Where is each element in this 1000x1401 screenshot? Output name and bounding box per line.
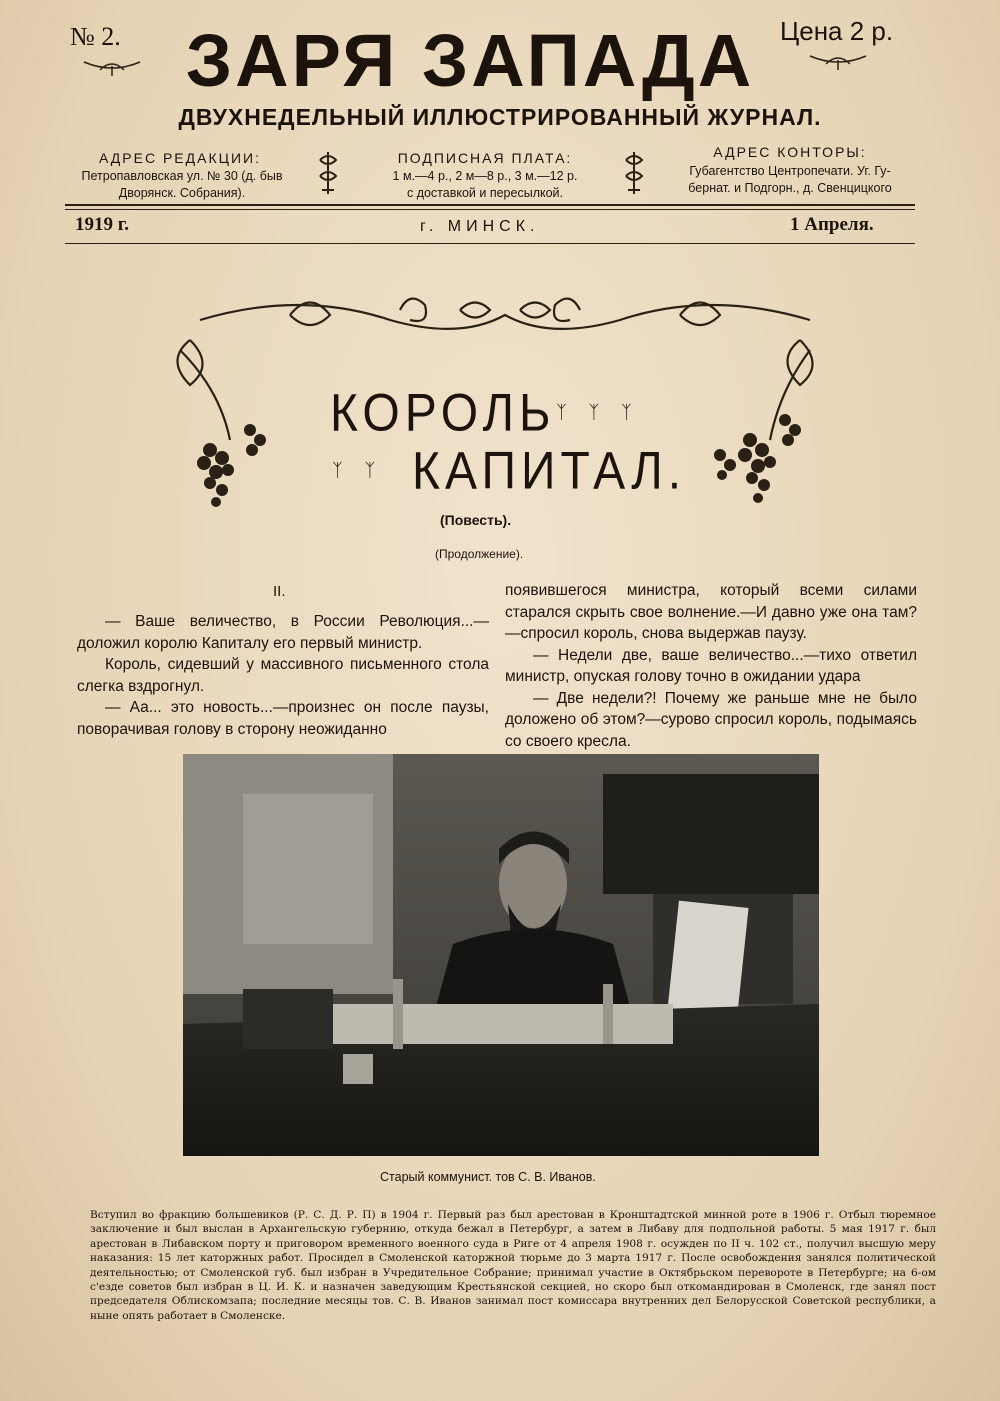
story-paragraph: — Аа... это новость...—произнес он после паузы, поворачивая голову в сторону неожиданно — [77, 699, 489, 738]
biography-text: Вступил во фракцию большевиков (Р. С. Д. Р. П) в 1904 г. Первый раз был арестован в Кронштадтской минной роте в 1906 г. Отбыл тюремное заключение и был выслан в Архангельскую губернию, откуда бежал в Петербург, а затем в Либаву для подпольной работы. 5 мая 1917 г. был арестован в Либавском порту и приговором временного военного суда в Риге от 4 апреля 1908 г. осужден по II ч. 102 ст., получил высшую меру наказания: 15 лет каторжных работ. Просидел в Смоленской каторжной тюрьме до 3 марта 1917 г. После освобождения занялся политической деятельностью; от Смоленской губ. был избран в Учредительное Собрание; принимал участие в Октябрьском перевороте в Петербурге; на 6-ом с'езде советов был избран в Ц. И. К. и назначен заведующим Крестьянской секцией, но скоро был откомандирован в Смоленск, где занял пост председателя Облискомзапа; последние месяцы тов. С. В. Иванов занимал пост комиссара внутренних дел Белорусской Советской республики, а ныне опять работает в Смоленске. — [90, 1209, 936, 1322]
city: г. МИНСК. — [420, 218, 540, 235]
story-paragraph: — Недели две, ваше величество...—тихо ответил министр, опуская голову точно в ожидании удара — [505, 646, 917, 685]
story-paragraph: появившегося министра, который всеми силами старался скрыть свое волнение.—И давно уже она там?—спросил король, снова выдержав паузу. — [505, 582, 917, 642]
chapter-number: II. — [273, 583, 286, 600]
story-continuation: (Продолжение). — [435, 547, 524, 561]
story-paragraph: Король, сидевший у массивного письменного стола слегка вздрогнул. — [77, 656, 489, 695]
subscription-prices: 1 м.—4 р., 2 м—8 р., 3 м.—12 р. с доставкой и пересылкой. — [392, 169, 578, 200]
issue-number: № 2. — [70, 22, 121, 51]
story-title-line2: КАПИТАЛ. — [412, 442, 687, 501]
flourish-left-icon — [82, 56, 142, 78]
office-address: Губагентство Центропечати. Уг. Гу- бернат. и Подгорн., д. Свенцицкого — [688, 164, 892, 195]
ornament-icon — [622, 150, 646, 196]
journal-title: ЗАРЯ ЗАПАДА — [185, 19, 755, 102]
portrait-photo-image — [183, 754, 819, 1156]
story-title-line1: КОРОЛЬ — [330, 384, 556, 443]
editorial-address: Петропавловская ул. № 30 (д. быв Дворянск. Собрания). — [81, 169, 283, 200]
journal-subtitle: ДВУХНЕДЕЛЬНЫЙ ИЛЛЮСТРИРОВАННЫЙ ЖУРНАЛ. — [178, 104, 822, 130]
story-paragraph: — Две недели?! Почему же раньше мне не было доложено об этом?—сурово спросил король, подымаясь со своего кресла. — [505, 689, 917, 750]
dateline-rule — [65, 243, 915, 244]
header-rule — [65, 204, 915, 206]
portrait-photo — [183, 754, 819, 1156]
subscription-heading: ПОДПИСНАЯ ПЛАТА: — [397, 150, 573, 166]
header-rule — [65, 209, 915, 210]
title-ornament-icon: ᛉ ᛉ — [332, 460, 384, 481]
year: 1919 г. — [75, 214, 129, 235]
story-genre: (Повесть). — [440, 512, 512, 528]
issue-date: 1 Апреля. — [790, 214, 874, 235]
ornament-icon — [316, 150, 340, 196]
office-address-heading: АДРЕС КОНТОРЫ: — [713, 144, 867, 160]
title-ornament-icon: ᛉ ᛉ ᛉ — [556, 402, 640, 423]
story-paragraph: — Ваше величество, в России Революция...— доложил королю Капиталу его первый министр. — [77, 613, 489, 652]
story-right-column — [505, 580, 917, 752]
photo-caption: Старый коммунист. тов С. В. Иванов. — [380, 1170, 596, 1184]
story-left-column — [77, 611, 489, 740]
flourish-right-icon — [808, 50, 868, 72]
price: Цена 2 р. — [780, 16, 894, 46]
editorial-address-heading: АДРЕС РЕДАКЦИИ: — [99, 150, 261, 166]
